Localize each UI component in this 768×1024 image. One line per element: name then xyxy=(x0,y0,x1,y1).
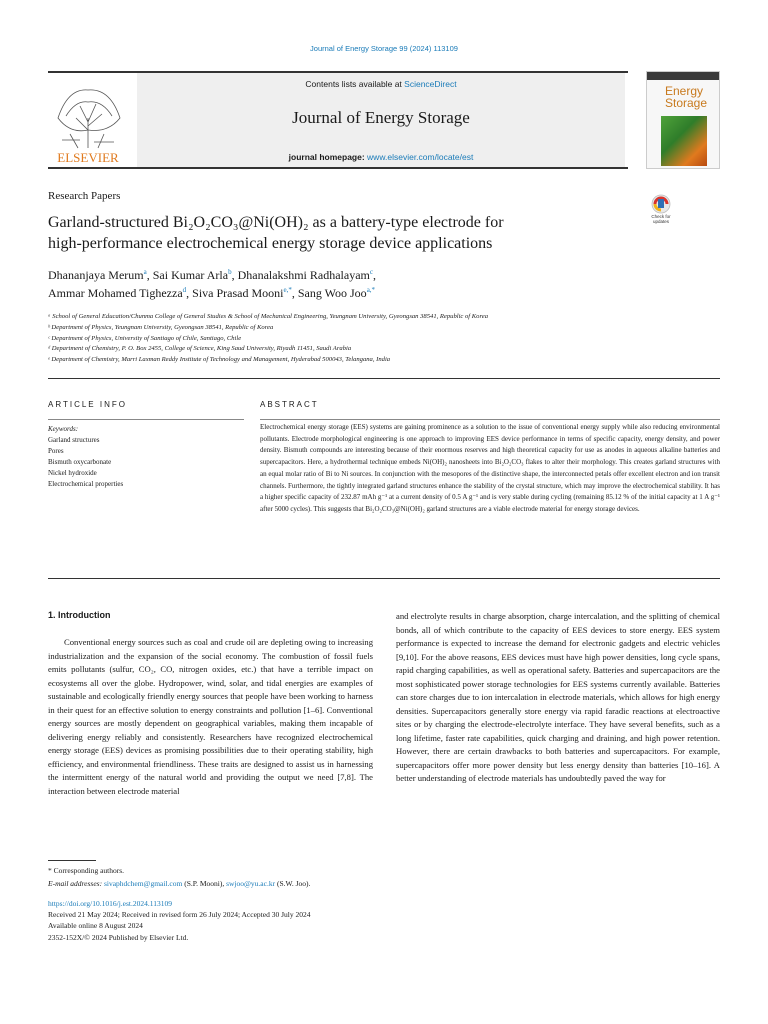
keyword-item: Bismuth oxycarbonate xyxy=(48,458,112,466)
homepage-link[interactable]: www.elsevier.com/locate/est xyxy=(367,152,474,162)
affiliation-item: ᵇ Department of Physics, Yeungnam University, Gyeongsan 38541, Republic of Korea xyxy=(48,323,274,331)
author-name[interactable]: Sang Woo Joo xyxy=(297,286,367,300)
author-name[interactable]: Siva Prasad Mooni xyxy=(192,286,284,300)
author-name[interactable]: Dhanalakshmi Radhalayam xyxy=(237,268,370,282)
divider xyxy=(48,578,720,579)
elsevier-wordmark: ELSEVIER xyxy=(57,150,119,165)
cover-title-word2: Storage xyxy=(665,96,708,110)
keyword-item: Pores xyxy=(48,447,64,455)
online-date: Available online 8 August 2024 xyxy=(48,921,143,931)
divider xyxy=(48,378,720,379)
elsevier-logo xyxy=(48,78,128,166)
keyword-item: Electrochemical properties xyxy=(48,480,124,488)
author-affil-mark[interactable]: a,* xyxy=(366,286,376,294)
cover-image xyxy=(661,116,707,166)
email-link[interactable]: swjoo@yu.ac.kr xyxy=(226,879,276,888)
affiliation-item: ᵈ Department of Chemistry, P. O. Box 2455, College of Science, King Saud University, Riyadh 11451, Saudi Arabia xyxy=(48,345,352,353)
keywords-label: Keywords: xyxy=(48,425,79,433)
email-owner: (S.W. Joo). xyxy=(275,879,311,888)
received-dates: Received 21 May 2024; Received in revised form 26 July 2024; Accepted 30 July 2024 xyxy=(48,910,311,920)
check-for-updates-badge[interactable] xyxy=(646,193,676,227)
keywords-block xyxy=(48,424,244,490)
author-affil-mark[interactable]: e,* xyxy=(283,286,292,294)
article-info-heading: ARTICLE INFO xyxy=(48,400,127,409)
cover-top-bar xyxy=(647,72,719,80)
contents-line xyxy=(137,79,625,89)
affiliations xyxy=(48,312,728,366)
article-section: Research Papers xyxy=(48,190,121,202)
author-name[interactable]: Sai Kumar Arla xyxy=(152,268,229,282)
contents-prefix: Contents lists available at xyxy=(305,79,405,89)
footnote-divider xyxy=(48,860,96,861)
email-note xyxy=(48,878,310,889)
author-list: Dhananjaya Merum$^a$, Sai Kumar Arla$^b$, Dhanalakshmi Radhalayam$^c$, Ammar Mohamed Tighezza$^d$, Siva Prasad Mooni$^{e,*}$, Sang Woo Joo$^{a,*}$ xyxy=(48,268,376,300)
author-affil-mark[interactable]: b xyxy=(228,268,232,276)
keyword-item: Nickel hydroxide xyxy=(48,469,97,477)
author-affil-mark[interactable]: c xyxy=(369,268,373,276)
keyword-item: Garland structures xyxy=(48,436,100,444)
abstract-text: Electrochemical energy storage (EES) systems are gaining prominence as a solution to the issue of conventional energy supply while also reducing environmental pollutants. Electrode morphological engineering is one approach to improving EES device performance in terms of specific capacity, energy density, and power density. Bismuth compounds are interesting because of their enormous reserves and high theoretical capacity for use as anodes in aqueous alkaline batteries and supercapacitors. Here, a hydrothermal technique embeds Ni(OH)₂ nanosheets into Bi₂O₂CO₃ flakes to alter their morphology. This creates garland structures with an equal molar ratio of Bi to Ni sources. In conjunction with the mesopores of the distinctive shape, the interconnected petals offer excellent electron and ion transit channels. Furthermore, the tightly integrated garland structures enhance the stability of the crystal structure, which may improve the electrochemical stability. It has a higher specific capacity of 232.87 mAh g⁻¹ at a current density of 0.5 A g⁻¹ and is very stable during cycling (remaining 85.12 % of the initial capacity at 1 A g⁻¹ after 5000 cycles). This suggests that Bi₂O₂CO₃@Ni(OH)₂ garland structures are a viable electrode material for energy storage devices. xyxy=(260,423,720,513)
author-name[interactable]: Dhananjaya Merum xyxy=(48,268,144,282)
affiliation-item: ᵃ School of General Education/Chunma College of General Studies & School of Mechanical Engineering, Yeungnam University, Gyeongsan 38541, Republic of Korea xyxy=(48,313,489,320)
author-name[interactable]: Ammar Mohamed Tighezza xyxy=(48,286,183,300)
journal-cover[interactable] xyxy=(646,71,720,169)
email-owner: (S.P. Mooni), xyxy=(182,879,227,888)
corresponding-note: * Corresponding authors. xyxy=(48,866,125,875)
homepage-label: journal homepage: xyxy=(288,152,368,162)
divider xyxy=(48,419,244,420)
paper-title xyxy=(48,212,618,254)
journal-title: Journal of Energy Storage xyxy=(292,108,470,127)
section-heading-introduction: 1. Introduction xyxy=(48,610,111,620)
journal-reference[interactable]: Journal of Energy Storage 99 (2024) 113109 xyxy=(310,44,458,53)
sciencedirect-link[interactable]: ScienceDirect xyxy=(404,79,457,89)
author-affil-mark[interactable]: a xyxy=(143,268,147,276)
check-updates-label: Check for updates xyxy=(651,214,671,224)
affiliation-item: ᵉ Department of Chemistry, Marri Laxman Reddy Institute of Technology and Management, Hyderabad 500043, Telangana, India xyxy=(48,356,391,364)
email-link[interactable]: sivaphdchem@gmail.com xyxy=(103,879,183,888)
publication-info xyxy=(48,898,310,943)
email-label: E-mail addresses: xyxy=(48,879,104,888)
cover-title-word1: Energy xyxy=(665,84,704,98)
body-column-right: and electrolyte results in charge absorption, charge intercalation, and the splitting of chemical bonds, all of which contribute to the capacity of EES devices to store energy. EES system performance is expected to increase the demand for electronic gadgets and electric vehicles [9,10]. For the above reasons, EES devices must have high power densities, long cycle spans, rapid charging capabilities, as well as operational safety. Batteries and supercapacitors are the most sophisticated power storage technologies for EES systems currently available. Batteries can store charges due to ion intercalation in electrode materials, which allows for high energy densities. Supercapacitors generally store energy via rapid faradic reactions at electroactive sites or by charging the electrode-electrolyte interface. They have several benefits, such as a long lifetime, faster rate capabilities, quick charging and draining, and high power retention. However, there are certain drawbacks to both batteries and supercapacitors. For example, supercapacitors offer more power density but less energy density than batteries [10–16]. A better understanding of electrode materials has undoubtedly paved the way for xyxy=(396,611,720,783)
divider xyxy=(260,419,720,420)
paper-title-line1: Garland-structured Bi₂O₂CO₃@Ni(OH)₂ as a battery-type electrode for xyxy=(48,214,504,231)
body-column-left: Conventional energy sources such as coal and crude oil are depleting owing to increasing industrialization and the expansion of the social economy. The combustion of fossil fuels emits pollutants (sulfur, CO₂, CO, nitrogen oxides, etc.) that have a terrible impact on ecosystems all over the globe. Hydropower, wind, solar, and tidal energies are examples of sustainable and ecologically friendly energy sources that people have been working to harness in their quest for an effective solution to energy constraints and pollution [1–6]. Conventional energy sources are mostly dependent on geographical variables, making them incapable of delivering energy reliably and consistently. Researchers have recognized electrochemical energy storage (EES) devices as promising possibilities due to their operating stability, high efficiency, and environmental friendliness. These traits are designed to assist us in harnessing the intermittent energy of the natural world and providing the output we need [7,8]. The interaction between electrode material xyxy=(48,637,373,796)
author-affil-mark[interactable]: d xyxy=(182,286,187,294)
abstract-heading: ABSTRACT xyxy=(260,400,319,409)
paper-title-line2: high-performance electrochemical energy storage device applications xyxy=(48,235,493,252)
affiliation-item: ᶜ Department of Physics, University of Santiago of Chile, Santiago, Chile xyxy=(48,334,242,342)
copyright: 2352-152X/© 2024 Published by Elsevier Ltd. xyxy=(48,932,189,942)
doi-link[interactable]: https://doi.org/10.1016/j.est.2024.113109 xyxy=(48,899,172,908)
homepage-line xyxy=(137,152,625,162)
